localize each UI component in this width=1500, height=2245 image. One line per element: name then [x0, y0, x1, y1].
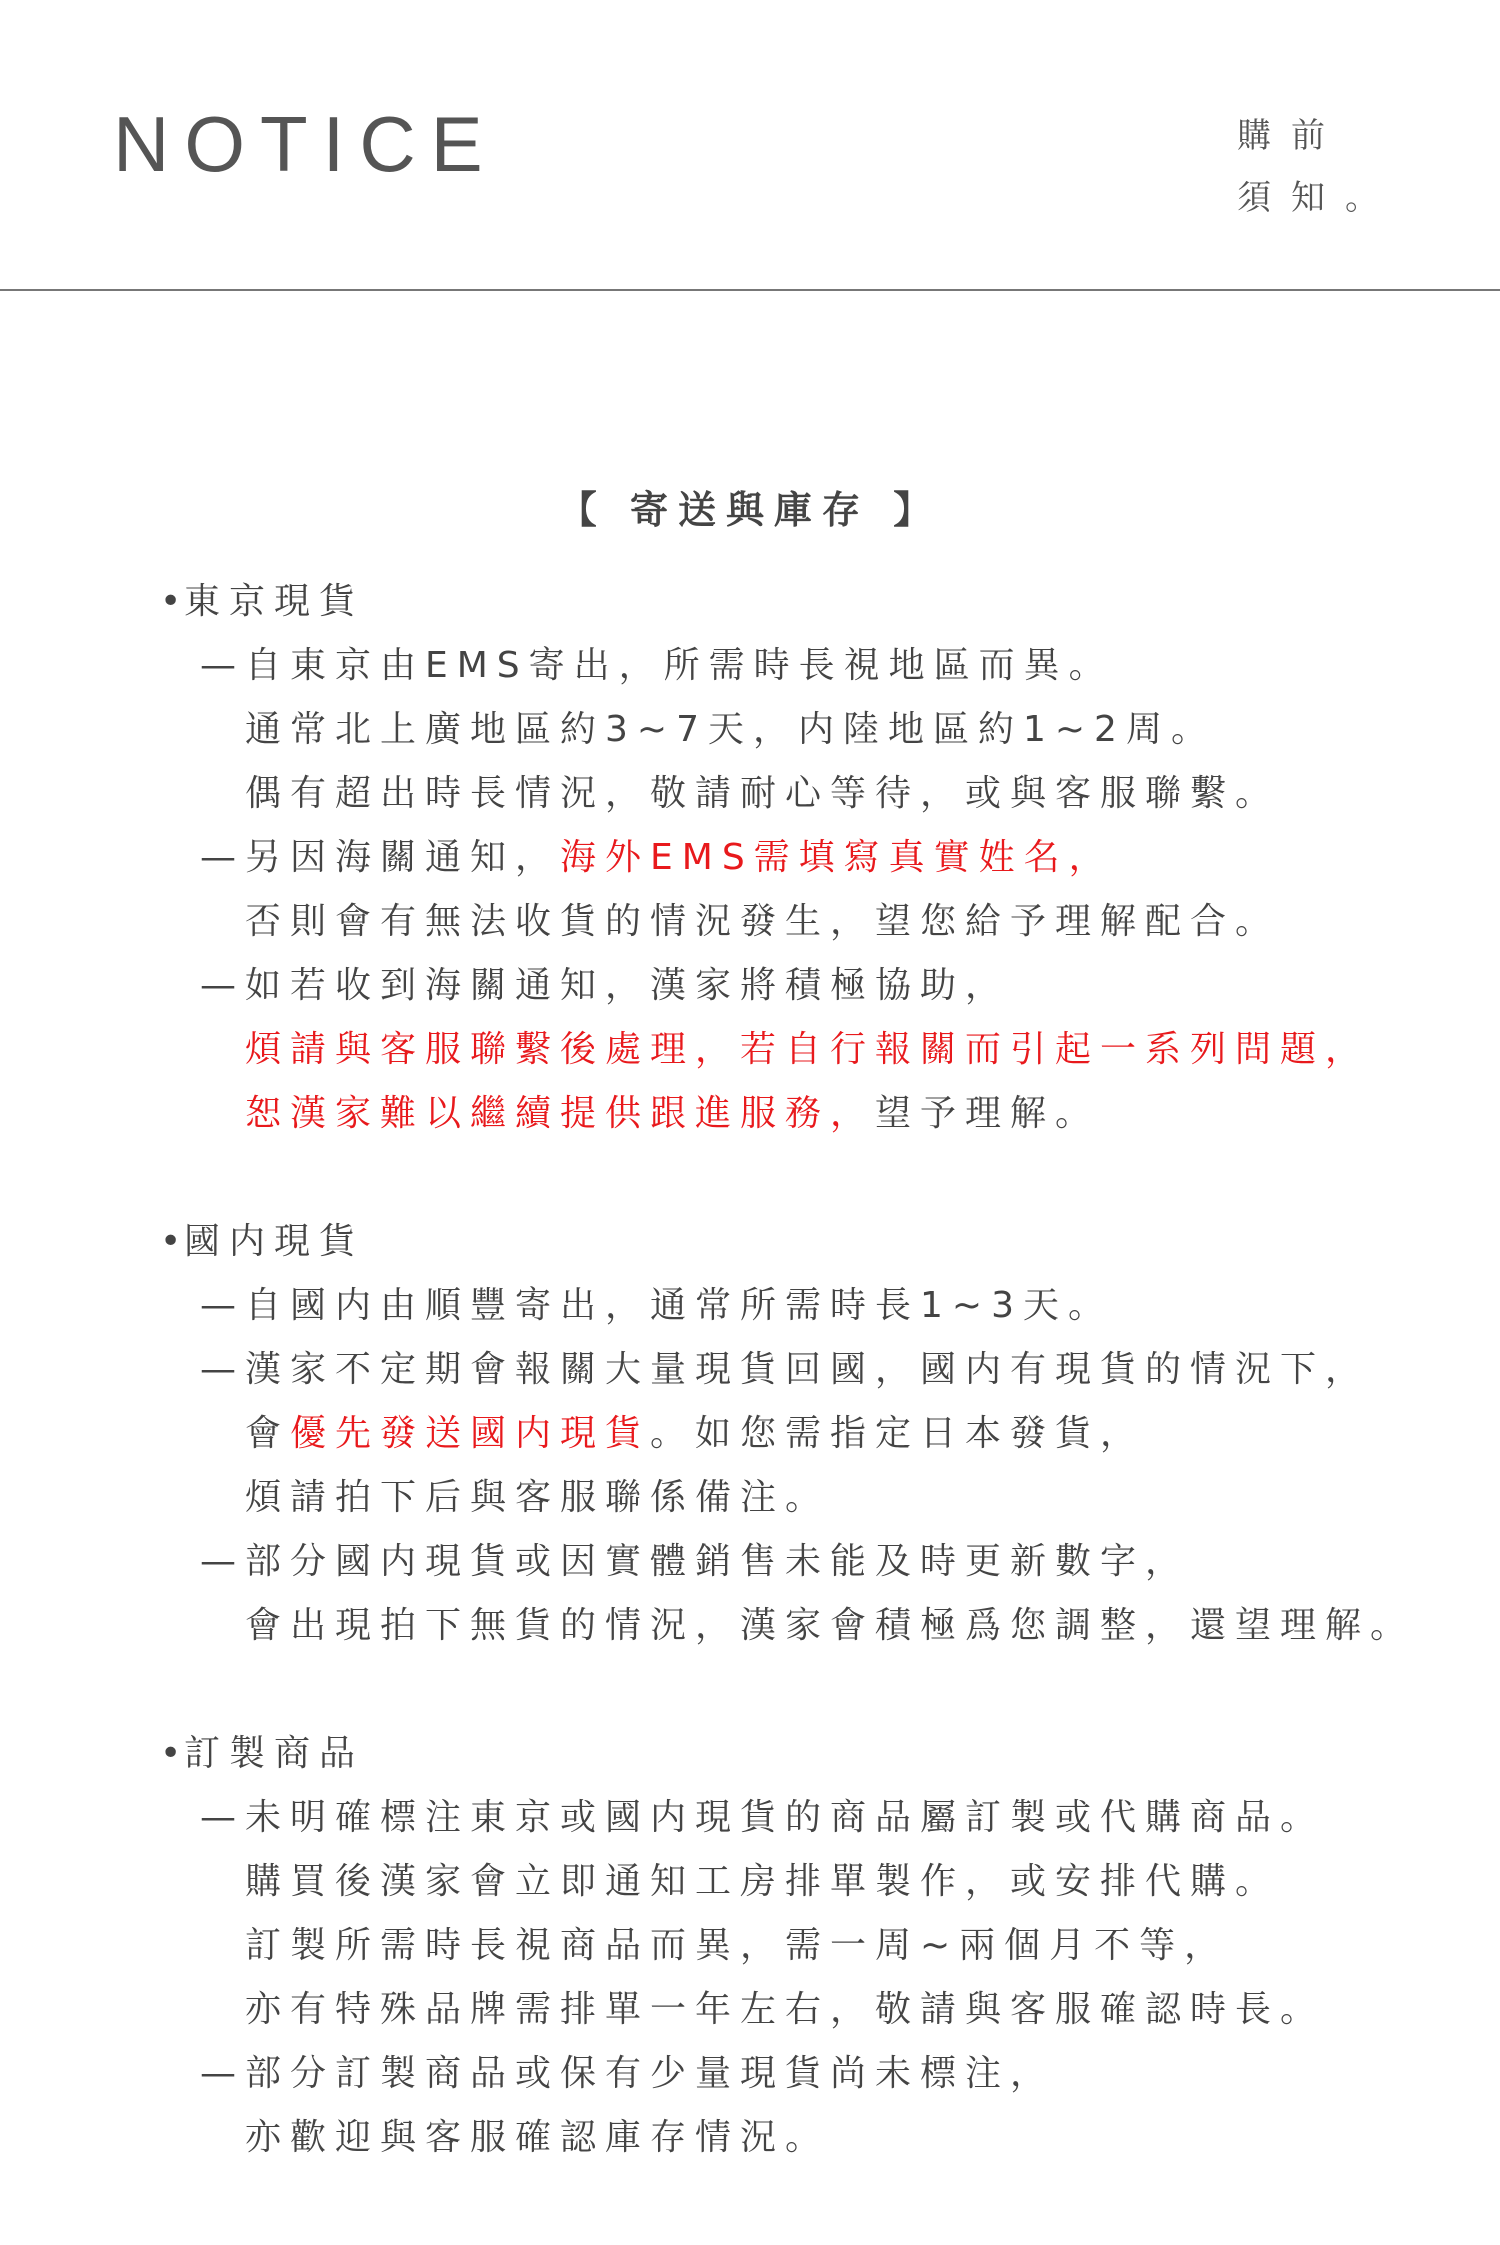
group-title-text: 東京現貨	[184, 581, 365, 622]
item-text: 如若收到海關通知，漢家將積極協助，	[245, 965, 1011, 1006]
notice-subtitle	[1237, 105, 1399, 229]
list-item	[160, 1530, 1460, 1594]
list-item	[160, 1338, 1460, 1402]
dash-icon: —	[200, 645, 236, 686]
bullet-icon: •	[160, 1221, 182, 1262]
dash-icon: —	[200, 2053, 236, 2094]
list-item	[160, 2106, 1460, 2170]
group-domestic-stock	[160, 1210, 1460, 1658]
item-text: 部分國内現貨或因實體銷售未能及時更新數字，	[245, 1541, 1191, 1582]
dash-icon: —	[200, 1541, 236, 1582]
list-item	[160, 890, 1460, 954]
group-title	[160, 1210, 1460, 1274]
item-text: 會	[245, 1413, 291, 1454]
list-item	[160, 2042, 1460, 2106]
list-item	[160, 1914, 1460, 1978]
item-text: 訂製所需時長視商品而異，需一周~兩個月不等，	[245, 1925, 1230, 1966]
group-title-text: 訂製商品	[184, 1733, 365, 1774]
list-item	[160, 1978, 1460, 2042]
group-title	[160, 570, 1460, 634]
notice-subtitle-line: 須知。	[1237, 178, 1399, 218]
group-title	[160, 1722, 1460, 1786]
item-text: 煩請拍下后與客服聯係備注。	[245, 1477, 831, 1518]
notice-title: NOTICE	[113, 100, 498, 188]
item-text: 亦有特殊品牌需排單一年左右，敬請與客服確認時長。	[245, 1989, 1326, 2030]
highlight-text: 恕漢家難以繼續提供跟進服務，	[245, 1093, 876, 1134]
item-text: 會出現拍下無貨的情況，漢家會積極爲您調整，還望理解。	[245, 1605, 1416, 1646]
dash-icon: —	[200, 965, 236, 1006]
bullet-icon: •	[160, 581, 182, 622]
item-text: 購買後漢家會立即通知工房排單製作，或安排代購。	[245, 1861, 1281, 1902]
group-custom-products	[160, 1722, 1460, 2170]
notice-subtitle-line: 購前	[1237, 116, 1345, 156]
dash-icon: —	[200, 1797, 236, 1838]
dash-icon: —	[200, 837, 236, 878]
dash-icon: —	[200, 1285, 236, 1326]
list-item	[160, 634, 1460, 698]
item-text: 偶有超出時長情況，敬請耐心等待，或與客服聯繫。	[245, 773, 1281, 814]
list-item	[160, 1018, 1460, 1082]
item-text: 部分訂製商品或保有少量現貨尚未標注，	[245, 2053, 1056, 2094]
highlight-text: 海外EMS需填寫真實姓名，	[560, 837, 1114, 878]
highlight-text: 煩請與客服聯繫後處理，若自行報關而引起一系列問題，	[245, 1029, 1371, 1070]
dash-icon: —	[200, 1349, 236, 1390]
item-text: 望予理解。	[875, 1093, 1101, 1134]
list-item	[160, 826, 1460, 890]
item-text: 漢家不定期會報關大量現貨回國，國内有現貨的情況下，	[245, 1349, 1371, 1390]
list-item	[160, 954, 1460, 1018]
list-item	[160, 1466, 1460, 1530]
item-text: 自東京由EMS寄出，所需時長視地區而異。	[245, 645, 1114, 686]
item-text: 亦歡迎與客服確認庫存情況。	[245, 2117, 831, 2158]
list-item	[160, 1594, 1460, 1658]
bullet-icon: •	[160, 1733, 182, 1774]
item-text: 另因海關通知，	[245, 837, 561, 878]
item-text: 未明確標注東京或國内現貨的商品屬訂製或代購商品。	[245, 1797, 1326, 1838]
list-item	[160, 1786, 1460, 1850]
item-text: 。如您需指定日本發貨，	[650, 1413, 1146, 1454]
group-tokyo-stock	[160, 570, 1460, 1146]
header-divider	[0, 289, 1500, 291]
item-text: 否則會有無法收貨的情況發生，望您給予理解配合。	[245, 901, 1281, 942]
list-item	[160, 1402, 1460, 1466]
list-item	[160, 762, 1460, 826]
item-text: 通常北上廣地區約3~7天，内陸地區約1~2周。	[245, 709, 1216, 750]
highlight-text: 優先發送國内現貨	[290, 1413, 651, 1454]
list-item	[160, 1082, 1460, 1146]
list-item	[160, 698, 1460, 762]
section-heading: 【 寄送與庫存 】	[558, 488, 942, 532]
item-text: 自國内由順豐寄出，通常所需時長1~3天。	[245, 1285, 1113, 1326]
list-item	[160, 1850, 1460, 1914]
list-item	[160, 1274, 1460, 1338]
group-title-text: 國内現貨	[184, 1221, 365, 1262]
notice-content	[160, 570, 1460, 2170]
